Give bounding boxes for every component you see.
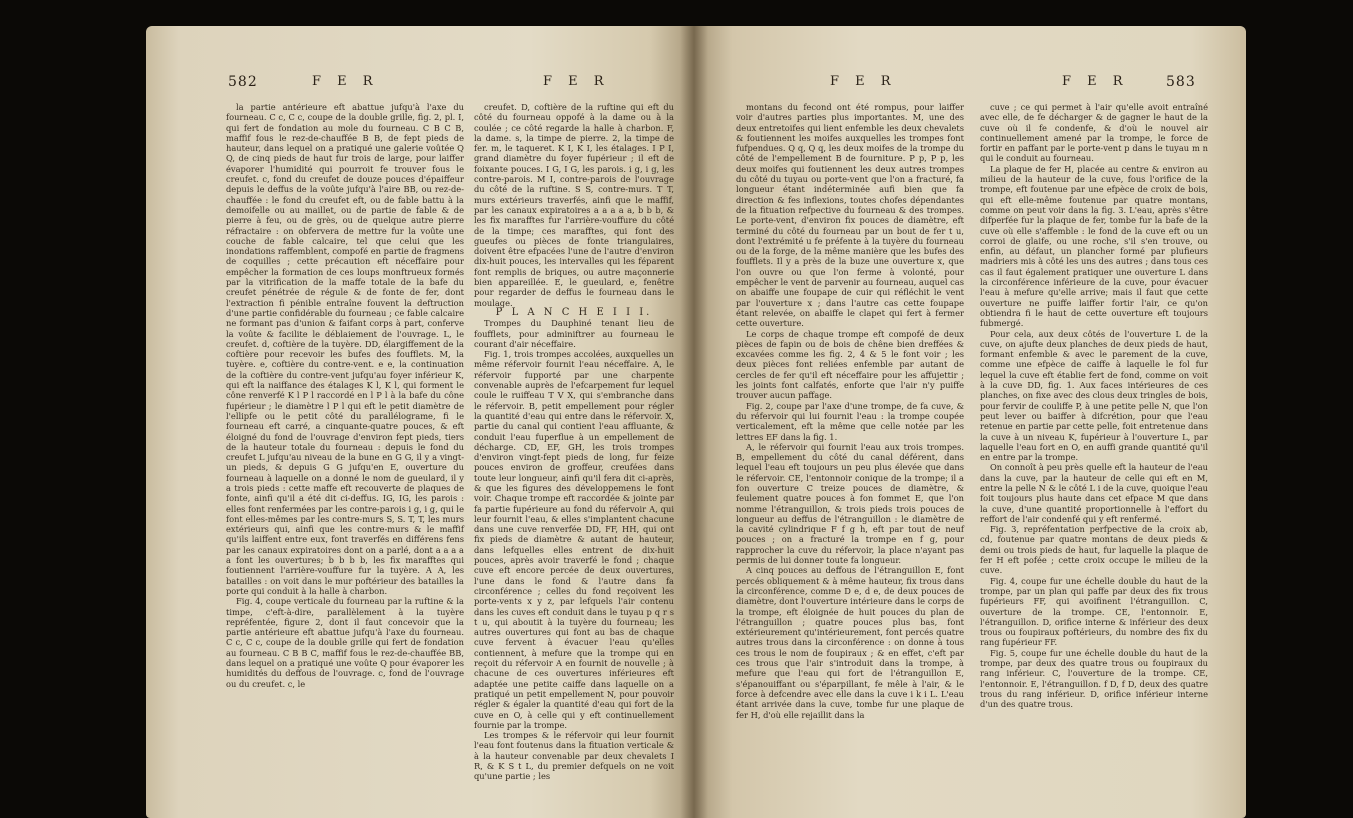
running-head-left-1: F E R — [312, 74, 379, 89]
paragraph: A, le réfervoir qui fournit l'eau aux trois trompes. B, empellement du côté du canal déférent, dans lequel l'eau eft toujours un peu plus élevée que dans le réfervoir. CE, l'entonnoir conique de la trompe; il a fon ouverture C treize pouces de diamètre, & feulement quatre pouces à fon fommet E, que l'on nomme l'étranguillon, & trois pieds trois pouces de longueur au deffus de l'étranguillon : le diamètre de la cavité cylindrique F f g h, eft par tout de neuf pouces ; on a fracturé la trompe en f g, pour rapprocher la cuve du réfervoir, la place n'ayant pas permis de lui donner toute fa longueur. — [736, 441, 964, 566]
running-head-right-2: F E R — [1062, 74, 1129, 89]
page-number-right: 583 — [1166, 74, 1196, 90]
right-column-1 — [736, 102, 964, 720]
book-gutter — [680, 26, 708, 818]
plate-title: P L A N C H E I I I. — [495, 306, 653, 318]
paragraph: la partie antérieure eft abattue jufqu'à l'axe du fourneau. C c, C c, coupe de la double grille, fig. 2, pl. I, qui fert de fondation au mole du fourneau. C B C B, maffif fous le rez-de-chauffée B B, de fept pieds de hauteur, dans lequel on a pratiqué une galerie voûtée Q Q, de cinq pieds de haut fur trois de large, pour laiffer évaporer l'humidité qui pourroit fe trouver fous le creufet. c, fond du creufet de douze pouces d'épaiffeur depuis le deffus de la voûte jufqu'à l'aire BB, ou rez-de-chauffée : le fond du creufet eft, ou de fable battu à la demoifelle ou au maillet, ou de partie de fable & de pierre à feu, ou de grès, ou de quelque autre pierre réfractaire : on obfervera de mettre fur la voûte une couche de fable calcaire, tel que celui que les inondations raffemblent, compofé en partie de fragmens de coquilles ; cette précaution eft néceffaire pour empêcher la formation de ces loups monftrueux formés par la vitrification de la maffe totale de la bafe du creufet pénétrée de régule & de fonte de fer, dont l'extraction fi pénible entraîne fouvent la deftruction d'une partie confidérable du fourneau ; ce fable calcaire ne formant pas d'union & faifant corps à part, conferve la voûte & facilite le déblaiement de l'ouvrage. L, le creufet. d, coftière de la tuyère. DD, élargiffement de la coftière pour recevoir les bufes des foufflets. M, la tuyère. e, coftière du contre-vent. e e, la continuation de la coftière du contre-vent jufqu'au foyer inférieur K, qui eft la naiffance des étalages K l, K l, qui forment le cône renverfé K l P l raccordé en l P l à la bafe du cône fupérieur ; le diamètre l P l qui eft le petit diamètre de l'ellipfe ou le petit côté du parallélograme, fi le fourneau eft carré, a cinquante-quatre pouces, & eft éloigné du fond de l'ouvrage d'environ fept pieds, tiers de la hauteur totale du fourneau : depuis le fond du creufet L jufqu'au niveau de la bune en G G, il y a vingt-un pieds, & depuis G G jufqu'en E, ouverture du fourneau à laquelle on a donné le nom de gueulard, il y a trois pieds : cette maffe eft recouverte de plaques de fonte, ainfi qu'il a été dit ci-deffus. IG, IG, les parois : elles font renfermées par les contre-parois i g, i g, qui le font elles-mêmes par les contre-murs S, S. T, T, les murs extérieurs qui, ainfi que les contre-murs & le maffif qu'ils laiffent entre eux, font traverfés en différens fens par les canaux expiratoires dont on a parlé, dont a a a a a font les ouvertures; b b b b, les fix marafftes qui foutiennent l'arrière-vouffure fur la tuyère. A A, les batailles : on voit dans le mur poftérieur des batailles la porte qui conduit à la halle à charbon. — [226, 102, 464, 596]
page-number-left: 582 — [228, 74, 258, 90]
left-page — [146, 26, 694, 818]
paragraph: Fig. 3, repréfentation perfpective de la croix ab, cd, foutenue par quatre montans de deux pieds & demi ou trois pieds de haut, fur laquelle la plaque de fer H eft pofée ; cette croix occupe le milieu de la cuve. — [980, 524, 1208, 576]
paragraph: Fig. 4, coupe verticale du fourneau par la ruftine & la timpe, c'eft-à-dire, parallèlement à la tuyère repréfentée, figure 2, dont il faut concevoir que la partie antérieure eft abattue jufqu'à l'axe du fourneau. C c, C c, coupe de la double grille qui fert de fondation au fourneau. C B B C, maffif fous le rez-de-chauffée BB, dans lequel on a pratiqué une voûte Q pour évaporer les humidités du deffous de l'ouvrage. c, fond de l'ouvrage ou du creufet. c, le — [226, 596, 464, 689]
right-page — [694, 26, 1246, 818]
paragraph: Pour cela, aux deux côtés de l'ouverture L de la cuve, on ajufte deux planches de deux pieds de haut, formant enfemble & avec le parement de la cuve, comme une efpèce de caiffe à laquelle le fol fur lequel la cuve eft établie fert de fond, comme on voit à la cuve DD, fig. 1. Aux faces intérieures de ces planches, on fixe avec des clous deux tringles de bois, pour fervir de couliffe P, à une petite pelle N, que l'on peut lever ou baiffer à difcrétion, pour que l'eau retenue en partie par cette pelle, foit entretenue dans la cuve à un niveau K, fupérieur à l'ouverture L, par laquelle l'eau fort en O, en auffi grande quantité qu'il en entre par la trompe. — [980, 328, 1208, 463]
left-column-1 — [226, 102, 464, 689]
paragraph: creufet. D, coftière de la ruftine qui eft du côté du fourneau oppofé à la dame ou à la coulée ; ce côté regarde la halle à charbon. F, la dame. s, la timpe de pierre. 2, la timpe de fer. m, le taqueret. K I, K I, les étalages. I P I, grand diamètre du foyer fupérieur ; il eft de foixante pouces. I G, I G, les parois. i g, i g, les contre-parois. M I, contre-parois de l'ouvrage du côté de la ruftine. S S, contre-murs. T T, murs extérieurs traverfés, ainfi que le maffif, par les canaux expiratoires a a a a a, b b b, & les fix marafftes fur l'arrière-vouffure du côté de la timpe; ces marafftes, qui font des gueufes ou pièces de fonte triangulaires, doivent être efpacées l'une de l'autre d'environ dix-huit pouces, les intervalles qui les féparent font remplis de briques, ou autre maçonnerie bien appareillée. E, le gueulard, e, fenêtre pour regarder de deffus le fourneau dans le moulage. — [474, 102, 674, 308]
paragraph: Les trompes & le réfervoir qui leur fournit l'eau font foutenus dans la fituation verticale & à la hauteur convenable par deux chevalets I R, & K S t L, du premier defquels on ne voit qu'une partie ; les — [474, 730, 674, 782]
paragraph: Trompes du Dauphiné tenant lieu de foufflets, pour adminiftrer au fourneau le courant d'air néceffaire. — [474, 318, 674, 349]
running-head-right-1: F E R — [830, 74, 897, 89]
left-page-header — [146, 70, 694, 94]
right-page-header — [694, 70, 1246, 94]
paragraph: Fig. 5, coupe fur une échelle double du haut de la trompe, par deux des quatre trous ou foupiraux du rang inférieur. C, l'ouverture de la trompe. CE, l'entonnoir. E, l'étranguillon. f D, f D, deux des quatre trous du rang inférieur. D, orifice inférieur interne d'un des quatre trous. — [980, 647, 1208, 710]
book-spread — [146, 26, 1246, 818]
running-head-left-2: F E R — [543, 74, 610, 89]
left-column-2 — [474, 102, 674, 782]
paragraph: cuve ; ce qui permet à l'air qu'elle avoit entraîné avec elle, de fe décharger & de gagner le haut de la cuve où il fe condenfe, & d'où le nouvel air continuellement amené par la trompe, le force de fortir en paffant par le porte-vent p dans le tuyau m n qui le conduit au fourneau. — [980, 102, 1208, 164]
paragraph: A cinq pouces au deffous de l'étranguillon E, font percés obliquement & à même hauteur, fix trous dans la circonférence, comme D e, d e, de deux pouces de diamètre, dont l'ouverture intérieure dans le corps de la trompe, eft éloignée de huit pouces du plan de l'étranguillon ; quatre pouces plus bas, font extérieurement qu'intérieurement, font percés quatre autres trous dans la circonférence : on donne à tous ces trous le nom de foupiraux ; & en effet, c'eft par ces trous que l'air s'introduit dans la trompe, à mefure que l'eau qui fort de l'étranguillon E, s'épanouiffant ou s'éparpillant, fe mêle à l'air, & le force à defcendre avec elle dans la cuve i k i L. L'eau étant arrivée dans la cuve, tombe fur une plaque de fer H, d'où elle rejaillit dans la — [736, 565, 964, 720]
right-column-2 — [980, 102, 1208, 710]
paragraph: Le corps de chaque trompe eft compofé de deux pièces de fapin ou de bois de chêne bien dreffées & excavées comme les fig. 2, 4 & 5 le font voir ; les deux pièces font reliées enfemble par autant de cercles de fer qu'il eft néceffaire pour les affujettir ; les joints font calfatés, enforte que l'air n'y puiffe trouver aucun paffage. — [736, 328, 964, 401]
paragraph: On connoît à peu près quelle eft la hauteur de l'eau dans la cuve, par la hauteur de celle qui eft en M, entre la pelle N & le côté L i de la cuve, quoique l'eau foit toujours plus haute dans cet efpace M que dans la cuve, d'une quantité proportionnelle à l'effort du reffort de l'air condenfé qui y eft renfermé. — [980, 462, 1208, 524]
paragraph: Fig. 2, coupe par l'axe d'une trompe, de fa cuve, & du réfervoir qui lui fournit l'eau : la trompe coupée verticalement, eft la même que celle notée par les lettres EF dans la fig. 1. — [736, 400, 964, 442]
paragraph: Fig. 4, coupe fur une échelle double du haut de la trompe, par un plan qui paffe par deux des fix trous fupérieurs FF, qui avoifinent l'étranguillon. C, ouverture de la trompe. CE, l'entonnoir. E, l'étranguillon. D, orifice interne & inférieur des deux trous ou foupiraux poftérieurs, du nombre des fix du rang fupérieur FF. — [980, 575, 1208, 648]
paragraph: La plaque de fer H, placée au centre & environ au milieu de la hauteur de la cuve, fous l'orifice de la trompe, eft foutenue par une efpèce de croix de bois, qui eft elle-même foutenue par quatre montans, comme on peut voir dans la fig. 3. L'eau, après s'être difperfée fur la plaque de fer, tombe fur la bafe de la cuve où elle s'affemble : le fond de la cuve eft ou un corroi de glaife, ou une roche, s'il s'en trouve, ou enfin, au défaut, un plancher formé par plufieurs madriers mis à côté les uns des autres ; dans tous ces cas il faut également pratiquer une ouverture L dans la circonférence inférieure de la cuve, pour évacuer l'eau à mefure qu'elle arrive; mais il faut que cette ouverture ne puiffe laiffer fortir l'air, ce qu'on obtiendra fi le haut de cette ouverture eft toujours fubmergé. — [980, 163, 1208, 329]
paragraph: Fig. 1, trois trompes accolées, auxquelles un même réfervoir fournit l'eau néceffaire. A, le réfervoir fupporté par une charpente convenable auprès de l'efcarpement fur lequel coule le ruiffeau T V X, qui s'embranche dans le réfervoir. B, petit empellement pour régler la quantité d'eau qui entre dans le réfervoir. X, partie du canal qui contient l'eau affluante, & conduit l'eau fuperflue à un empellement de décharge. CD, EF, GH, les trois trompes d'environ vingt-fept pieds de long, fur feize pouces environ de groffeur, creufées dans toute leur longueur, ainfi qu'il fera dit ci-après, & que les figures des développemens le font voir. Chaque trompe eft raccordée & jointe par fa partie fupérieure au fond du réfervoir A, qui leur fournit l'eau, & elles s'implantent chacune dans une cuve renverfée DD, FF, HH, qui ont fix pieds de diamètre & autant de hauteur, dans lefquelles elles entrent de dix-huit pouces, après avoir traverfé le fond ; chaque cuve eft encore percée de deux ouvertures, l'une dans le fond & l'autre dans fa circonférence ; celles du fond reçoivent les porte-vents x y z, par lefquels l'air contenu dans les cuves eft conduit dans le tuyau p q r s t u, qui aboutit à la tuyère du fourneau; les autres ouvertures qui font au bas de chaque cuve fervent à évacuer l'eau qu'elles contiennent, à mefure que la trompe qui en reçoit du réfervoir A en fournit de nouvelle ; à chacune de ces ouvertures inférieures eft adaptée une petite caiffe dans laquelle on a pratiqué un petit empellement N, pour pouvoir régler & égaler la quantité d'eau qui fort de la cuve en O, à celle qui y eft continuellement fournie par la trompe. — [474, 349, 674, 730]
paragraph: montans du fecond ont été rompus, pour laiffer voir d'autres parties plus importantes. M, une des deux entretoifes qui lient enfemble les deux chevalets & foutiennent les moifes auxquelles les trompes font fufpendues. Q q, Q q, les deux moifes de la trompe du côté de l'empellement B de fourniture. P p, P p, les deux moifes qui foutiennent les deux autres trompes du côté du tuyau ou porte-vent que l'on a fracturé, fa longueur étant indéterminée aufi bien que fa direction & fes inflexions, toutes chofes dépendantes de la fituation refpective du fourneau & des trompes. Le porte-vent, d'environ fix pouces de diamètre, eft terminé du côté du fourneau par un bout de fer t u, dont l'extrémité u fe préfente à la tuyère du fourneau ou de la forge, de la même manière que les bufes des foufflets. Il y a près de la buze une ouverture x, que l'on ouvre ou que l'on ferme à volonté, pour empêcher le vent de parvenir au fourneau, auquel cas on abaiffe une foupape de cuir qui réfléchit le vent par l'ouverture x ; dans l'autre cas cette foupape étant relevée, on abaiffe le clapet qui fert à fermer cette ouverture. — [736, 102, 965, 329]
